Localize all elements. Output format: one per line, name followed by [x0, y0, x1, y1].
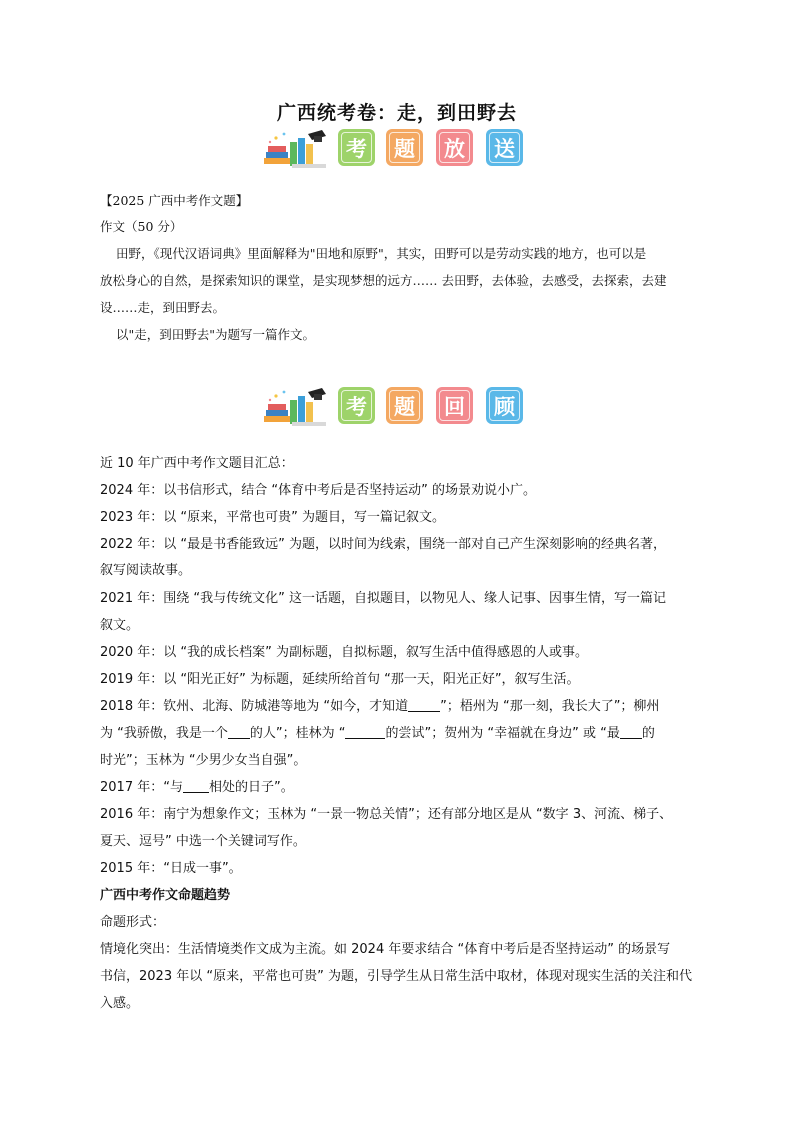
- banner-tile-hui: 回: [436, 387, 473, 424]
- banner-tile-ti: 题: [386, 129, 423, 166]
- banner-tile-kao: 考: [338, 129, 375, 166]
- banner-tile-gu: 顾: [486, 387, 523, 424]
- text-segment: ”；梧州为 “那一刻，我长大了”；柳州: [440, 699, 660, 714]
- review-year-2020: 2020 年：以 “我的成长档案” 为副标题，自拟标题，叙写生活中值得感恩的人或事。: [100, 645, 588, 660]
- fill-blank: [408, 699, 440, 712]
- exam-paragraph-line: 设……走，到田野去。: [100, 300, 226, 315]
- exam-paragraph-line: 田野，《现代汉语词典》里面解释为"田地和原野"，其实，田野可以是劳动实践的地方，也可以是: [116, 246, 647, 261]
- text-segment: 的尝试”；贺州为 “幸福就在身边” 或 “最: [385, 726, 620, 741]
- text-segment: 的: [641, 726, 655, 741]
- banner-tile-song: 送: [486, 129, 523, 166]
- books-graduation-icon: [262, 128, 328, 170]
- review-year-2017: [100, 780, 720, 796]
- review-year-2018-cont: [100, 726, 720, 742]
- review-year-2022: 2022 年：以 “最是书香能致远” 为题，以时间为线索，围绕一部对自己产生深刻影响的经典名著，: [100, 537, 666, 552]
- review-year-2024: 2024 年：以书信形式，结合 “体育中考后是否坚持运动” 的场景劝说小广。: [100, 483, 536, 498]
- text-segment: 2018 年：钦州、北海、防城港等地为 “如今，才知道: [100, 699, 409, 714]
- exam-release-banner: [262, 126, 532, 172]
- trend-paragraph-line: 入感。: [100, 996, 140, 1011]
- banner-tile-kao: 考: [338, 387, 375, 424]
- form-label: 命题形式：: [100, 915, 166, 930]
- trend-paragraph-line: 情境化突出：生活情境类作文成为主流。如 2024 年要求结合 “体育中考后是否坚持运动” 的场景写: [100, 942, 671, 957]
- review-year-2016-cont: 夏天、逗号” 中选一个关键词写作。: [100, 834, 306, 849]
- review-year-2023: 2023 年：以 “原来，平常也可贵” 为题目，写一篇记叙文。: [100, 510, 445, 525]
- fill-blank: [345, 726, 385, 739]
- review-year-2022-cont: 叙写阅读故事。: [100, 563, 192, 578]
- exam-review-banner: [262, 384, 532, 430]
- fill-blank: [183, 780, 209, 793]
- text-segment: 的人”；桂林为 “: [249, 726, 346, 741]
- review-year-2018: [100, 699, 720, 715]
- books-graduation-icon: [262, 386, 328, 428]
- exam-heading: 【2025 广西中考作文题】: [100, 193, 249, 208]
- review-year-2021: 2021 年：围绕 “我与传统文化” 这一话题，自拟题目，以物见人、缘人记事、因事生情，写一篇记: [100, 591, 666, 606]
- fill-blank: [620, 726, 642, 739]
- text-segment: 为 “我骄傲，我是一个: [100, 726, 228, 741]
- review-year-2018-cont2: 时光”；玉林为 “少男少女当自强”。: [100, 753, 307, 768]
- review-year-2016: 2016 年：南宁为想象作文；玉林为 “一景一物总关情”；还有部分地区是从 “数字 3、河流、梯子、: [100, 807, 673, 822]
- fill-blank: [228, 726, 250, 739]
- exam-paragraph-line: 放松身心的自然，是探索知识的课堂，是实现梦想的远方…… 去田野，去体验，去感受，去探索，去建: [100, 273, 667, 288]
- review-year-2015: 2015 年：“日成一事”。: [100, 861, 242, 876]
- review-year-2021-cont: 叙文。: [100, 618, 140, 633]
- page-title: 广西统考卷：走，到田野去: [276, 102, 517, 124]
- review-year-2019: 2019 年：以 “阳光正好” 为标题，延续所给首句 “那一天，阳光正好”，叙写生活。: [100, 672, 580, 687]
- review-summary: 近 10 年广西中考作文题目汇总：: [100, 456, 294, 471]
- text-segment: 相处的日子”。: [208, 780, 294, 795]
- banner-tile-fang: 放: [436, 129, 473, 166]
- text-segment: 2017 年：“与: [100, 780, 183, 795]
- banner-tile-ti: 题: [386, 387, 423, 424]
- exam-instruction: 以"走，到田野去"为题写一篇作文。: [116, 327, 315, 342]
- trend-heading: 广西中考作文命题趋势: [100, 888, 231, 903]
- exam-score: 作文（50 分）: [100, 219, 183, 234]
- trend-paragraph-line: 书信，2023 年以 “原来，平常也可贵” 为题，引导学生从日常生活中取材，体现对现实生活的关注和代: [100, 969, 692, 984]
